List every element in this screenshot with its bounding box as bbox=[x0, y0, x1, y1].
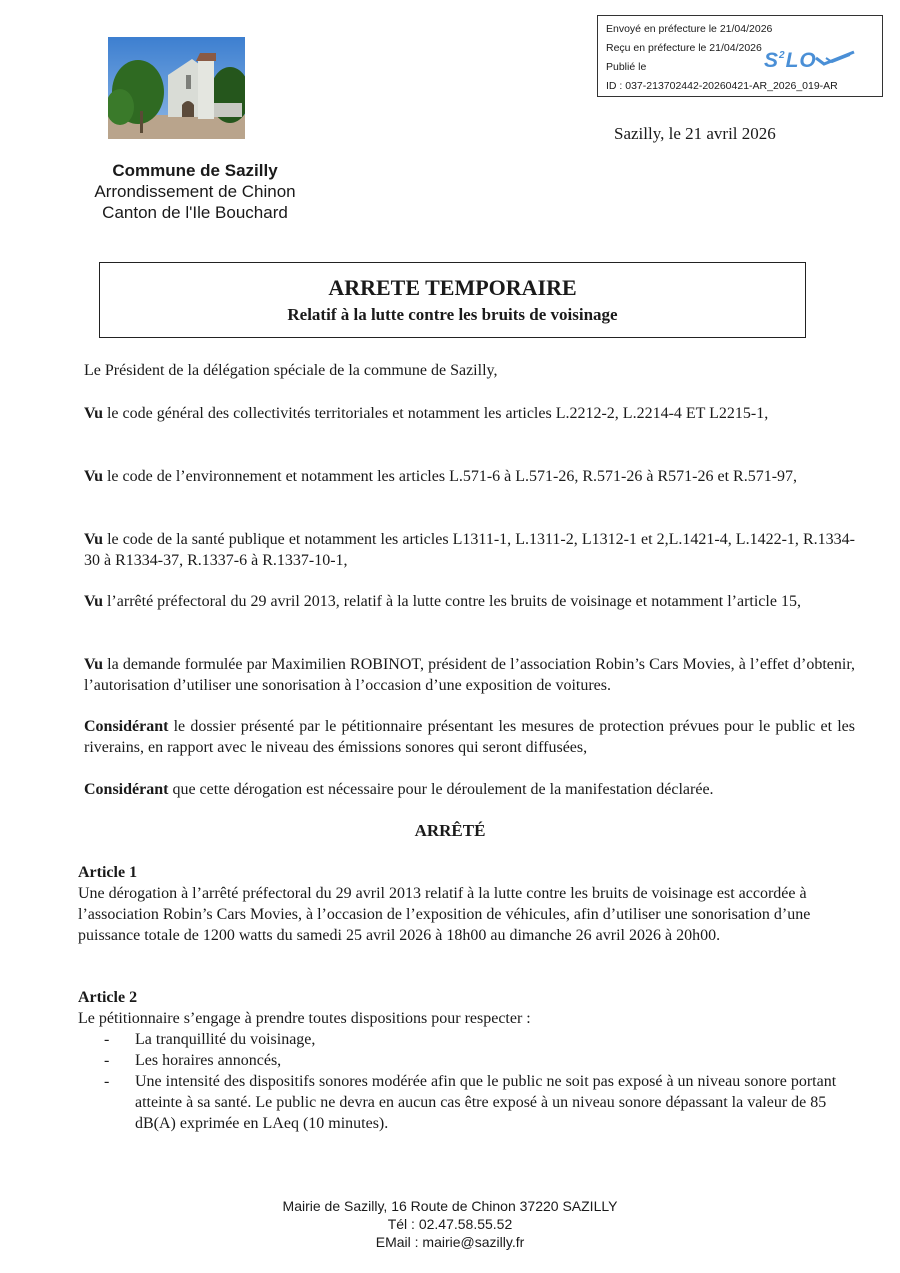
vu-paragraph-3 bbox=[84, 529, 855, 571]
list-item bbox=[78, 1029, 858, 1050]
vu-label: Vu bbox=[84, 656, 103, 673]
list-item-text: Les horaires annoncés, bbox=[135, 1052, 282, 1069]
prefecture-stamp bbox=[597, 15, 883, 97]
place-and-date: Sazilly, le 21 avril 2026 bbox=[614, 124, 776, 143]
article-text: Le pétitionnaire s’engage à prendre toutes dispositions pour respecter : bbox=[78, 1010, 531, 1027]
stamp-published: Publié le bbox=[606, 61, 647, 73]
vu-label: Vu bbox=[84, 531, 103, 548]
considerant-paragraph-2 bbox=[84, 779, 855, 800]
vu-text: la demande formulée par Maximilien ROBINOT, président de l’association Robin’s Cars Movies, à l’effet d’obtenir, l’autorisation d’utiliser une sonorisation à l’occasion d’une exposition de voitures. bbox=[84, 656, 855, 694]
logo-lo: LO bbox=[785, 49, 817, 72]
stamp-sent-date: Envoyé en préfecture le 21/04/2026 bbox=[606, 23, 773, 35]
list-item-text: La tranquillité du voisinage, bbox=[135, 1031, 316, 1048]
stamp-received-date: Reçu en préfecture le 21/04/2026 bbox=[606, 42, 762, 54]
bullet-dash: - bbox=[104, 1073, 110, 1090]
article-1 bbox=[78, 862, 858, 946]
bullet-dash: - bbox=[104, 1031, 110, 1048]
vu-label: Vu bbox=[84, 468, 103, 485]
title-box bbox=[99, 262, 806, 338]
commune-header bbox=[80, 160, 310, 223]
church-image-icon bbox=[108, 37, 245, 139]
vu-paragraph-4 bbox=[84, 591, 855, 612]
vu-paragraph-5 bbox=[84, 654, 855, 696]
vu-paragraph-2 bbox=[84, 466, 855, 487]
decision-heading: ARRÊTÉ bbox=[414, 821, 486, 840]
footer-email: EMail : mairie@sazilly.fr bbox=[375, 1234, 525, 1250]
list-item-text: Une intensité des dispositifs sonores modérée afin que le public ne soit pas exposé à un niveau sonore portant atteinte à sa santé. Le public ne devra en aucun cas être exposé à un niveau sonore dépassant la valeur de 85 dB(A) exprimée en LAeq (10 minutes). bbox=[135, 1073, 837, 1132]
bullet-dash: - bbox=[104, 1052, 110, 1069]
logo-sup: 2 bbox=[779, 50, 786, 61]
footer-phone: Tél : 02.47.58.55.52 bbox=[387, 1216, 513, 1232]
intro-text: Le Président de la délégation spéciale de la commune de Sazilly, bbox=[84, 362, 498, 379]
vu-text: le code de l’environnement et notamment les articles L.571-6 à L.571-26, R.571-26 à R571-26 et R.571-97, bbox=[102, 468, 798, 485]
checkmark-swoosh-icon bbox=[814, 50, 856, 66]
article-title: Article 2 bbox=[78, 989, 138, 1006]
list-item bbox=[78, 1050, 858, 1071]
footer-address: Mairie de Sazilly, 16 Route de Chinon 37220 SAZILLY bbox=[282, 1198, 618, 1214]
footer bbox=[0, 1197, 900, 1251]
article-text: Une dérogation à l’arrêté préfectoral du 29 avril 2013 relatif à la lutte contre les bruits de voisinage est accordée à l’association Robin’s Cars Movies, à l’occasion de l’exposition de véhicules, afin d’utiliser une sonorisation d’une puissance totale de 1200 watts du samedi 25 avril 2026 à 18h00 au dimanche 26 avril 2026 à 20h00. bbox=[78, 885, 811, 944]
vu-text: le code général des collectivités territoriales et notamment les articles L.2212-2, L.2214-4 ET L2215-1, bbox=[102, 405, 769, 422]
vu-label: Vu bbox=[84, 593, 103, 610]
stamp-id: ID : 037-213702442-20260421-AR_2026_019-AR bbox=[606, 80, 838, 92]
arrondissement: Arrondissement de Chinon bbox=[94, 182, 296, 201]
vu-text: l’arrêté préfectoral du 29 avril 2013, relatif à la lutte contre les bruits de voisinage et notamment l’article 15, bbox=[102, 593, 801, 610]
list-item bbox=[78, 1071, 858, 1134]
article-2 bbox=[78, 987, 858, 1134]
vu-paragraph-1 bbox=[84, 403, 855, 424]
vu-label: Vu bbox=[84, 405, 103, 422]
canton: Canton de l'Ile Bouchard bbox=[102, 203, 288, 222]
s2lo-logo-icon bbox=[764, 46, 817, 70]
preamble-intro bbox=[84, 360, 855, 381]
vu-text: le code de la santé publique et notamment les articles L1311-1, L.1311-2, L1312-1 et 2,L.1421-4, L.1422-1, R.1334-30 à R1334-37, R.1337-6 à R.1337-10-1, bbox=[84, 531, 855, 569]
logo-s: S bbox=[764, 49, 780, 72]
considerant-label: Considérant bbox=[84, 718, 169, 735]
commune-name: Commune de Sazilly bbox=[112, 161, 278, 180]
considerant-label: Considérant bbox=[84, 781, 169, 798]
document-title: ARRETE TEMPORAIRE bbox=[328, 275, 577, 300]
commitments-list bbox=[78, 1029, 858, 1134]
document-subtitle: Relatif à la lutte contre les bruits de voisinage bbox=[287, 305, 618, 324]
considerant-text: le dossier présenté par le pétitionnaire présentant les mesures de protection prévues pour le public et les riverains, en rapport avec le niveau des émissions sonores qui seront diffusées, bbox=[84, 718, 855, 756]
considerant-paragraph-1 bbox=[84, 716, 855, 758]
church-photo bbox=[108, 37, 245, 139]
article-title: Article 1 bbox=[78, 864, 138, 881]
considerant-text: que cette dérogation est nécessaire pour le déroulement de la manifestation déclarée. bbox=[168, 781, 714, 798]
